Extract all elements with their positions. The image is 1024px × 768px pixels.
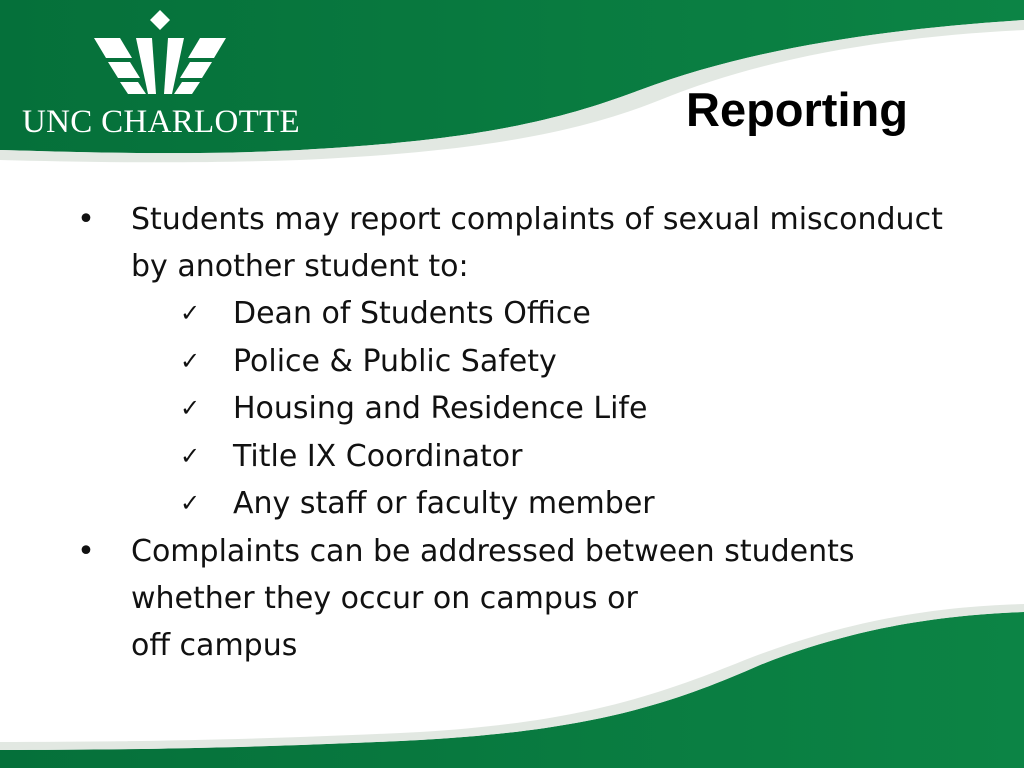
bullet-line: off campus — [131, 627, 298, 663]
bullet-line: Complaints can be addressed between students — [131, 533, 855, 569]
checkmark-icon: ✓ — [180, 346, 201, 375]
check-item-label: Any staff or faculty member — [233, 486, 655, 521]
check-item-label: Dean of Students Office — [233, 296, 591, 331]
check-item-label: Housing and Residence Life — [233, 391, 648, 426]
check-item-label: Title IX Coordinator — [233, 438, 523, 474]
check-item — [76, 385, 1006, 433]
bullet-glyph: • — [77, 202, 95, 237]
bullet-text — [131, 196, 1006, 290]
bullet-item — [76, 528, 1006, 669]
logo-text: UNC CHARLOTTE — [22, 104, 300, 140]
check-item — [76, 338, 1006, 386]
unc-charlotte-logo — [10, 6, 320, 146]
bullet-line: whether they occur on campus or — [131, 580, 638, 616]
bullet-glyph: • — [77, 533, 95, 569]
check-item — [76, 433, 1006, 481]
checkmark-icon: ✓ — [180, 489, 201, 517]
slide-content — [76, 196, 1006, 669]
bullet-line: Students may report complaints of sexual misconduct — [131, 202, 943, 237]
check-item — [76, 480, 1006, 528]
slide-title: Reporting — [686, 83, 908, 136]
bullet-line: by another student to: — [131, 249, 469, 284]
checkmark-icon: ✓ — [180, 441, 201, 470]
checkmark-icon: ✓ — [180, 299, 201, 327]
check-item — [76, 290, 1006, 338]
unc-charlotte-crown-icon — [10, 6, 320, 106]
check-item-label: Police & Public Safety — [233, 343, 557, 379]
bullet-item — [76, 196, 1006, 290]
checkmark-icon: ✓ — [180, 394, 201, 422]
reporting-options-list — [76, 290, 1006, 528]
bullet-text — [131, 528, 1006, 669]
